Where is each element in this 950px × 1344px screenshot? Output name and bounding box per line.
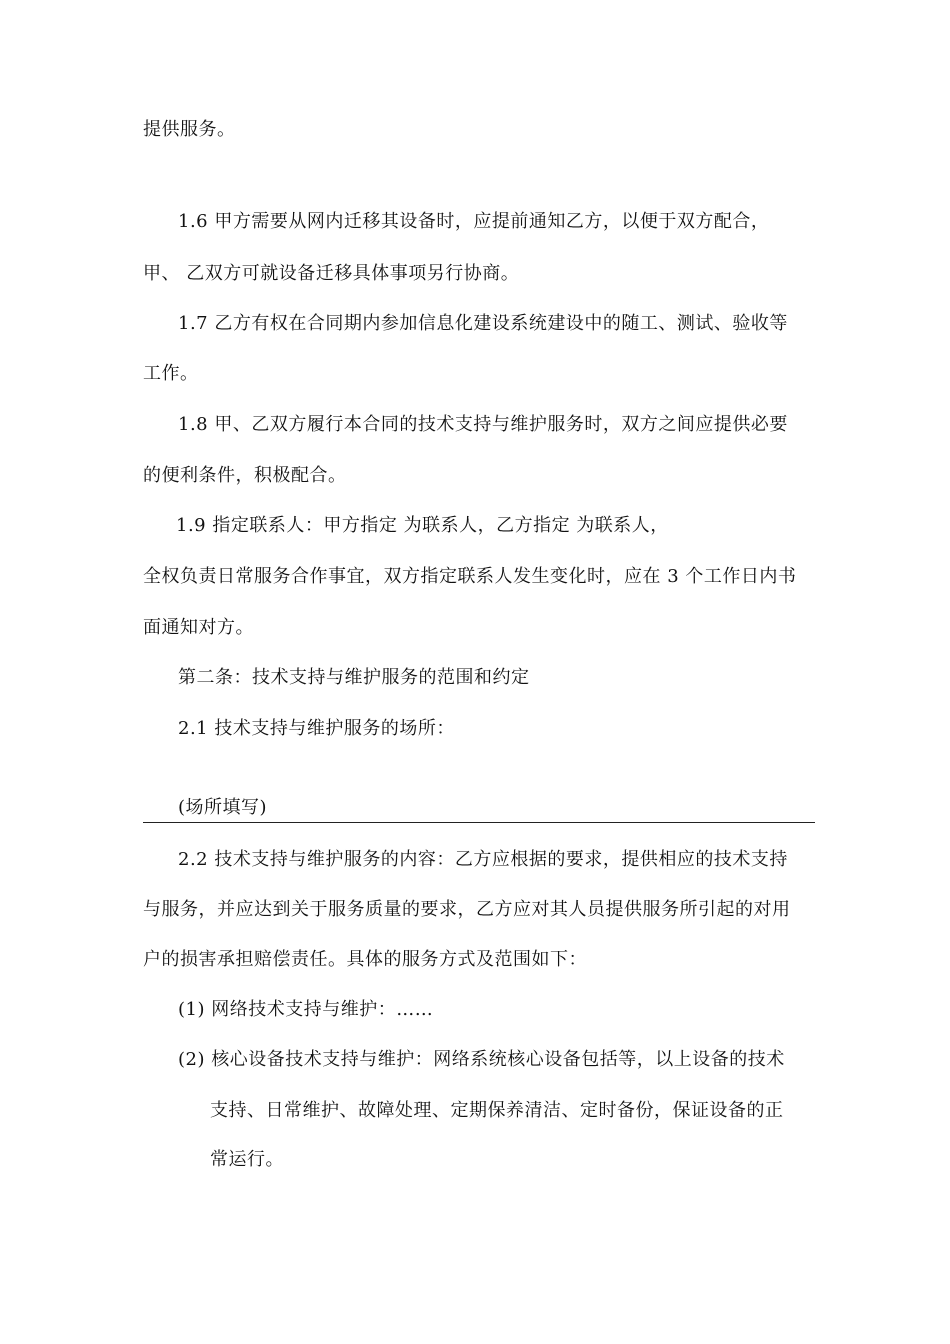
list-item: (1) 网络技术支持与维护：…… [178,999,434,1020]
text-line: 甲、 乙双方可就设备迁移具体事项另行协商。 [143,263,520,284]
fill-in-underline [143,822,815,823]
text-line: 与服务，并应达到关于服务质量的要求，乙方应对其人员提供服务所引起的对用 [143,899,791,920]
list-item: (2) 核心设备技术支持与维护：网络系统核心设备包括等，以上设备的技术 [178,1049,785,1070]
section-heading: 第二条：技术支持与维护服务的范围和约定 [178,667,530,688]
text-line: 2.2 技术支持与维护服务的内容：乙方应根据的要求，提供相应的技术支持 [178,849,788,870]
fill-in-placeholder: (场所填写) [178,797,268,818]
list-item-continuation: 支持、日常维护、故障处理、定期保养清洁、定时备份，保证设备的正 [210,1100,784,1121]
text-line: 全权负责日常服务合作事宜，双方指定联系人发生变化时，应在 3 个工作日内书 [143,566,797,587]
text-line: 户的损害承担赔偿责任。具体的服务方式及范围如下： [143,949,587,970]
text-line: 1.8 甲、乙双方履行本合同的技术支持与维护服务时，双方之间应提供必要 [178,414,788,435]
text-line: 1.9 指定联系人：甲方指定 为联系人，乙方指定 为联系人， [176,515,669,536]
text-line: 1.6 甲方需要从网内迁移其设备时，应提前通知乙方，以便于双方配合， [178,211,770,232]
text-line: 2.1 技术支持与维护服务的场所： [178,718,455,739]
text-line: 提供服务。 [143,119,236,140]
text-line: 面通知对方。 [143,617,254,638]
text-line: 的便利条件，积极配合。 [143,465,347,486]
text-line: 工作。 [143,363,199,384]
list-item-continuation: 常运行。 [210,1149,284,1170]
text-line: 1.7 乙方有权在合同期内参加信息化建设系统建设中的随工、测试、验收等 [178,313,788,334]
